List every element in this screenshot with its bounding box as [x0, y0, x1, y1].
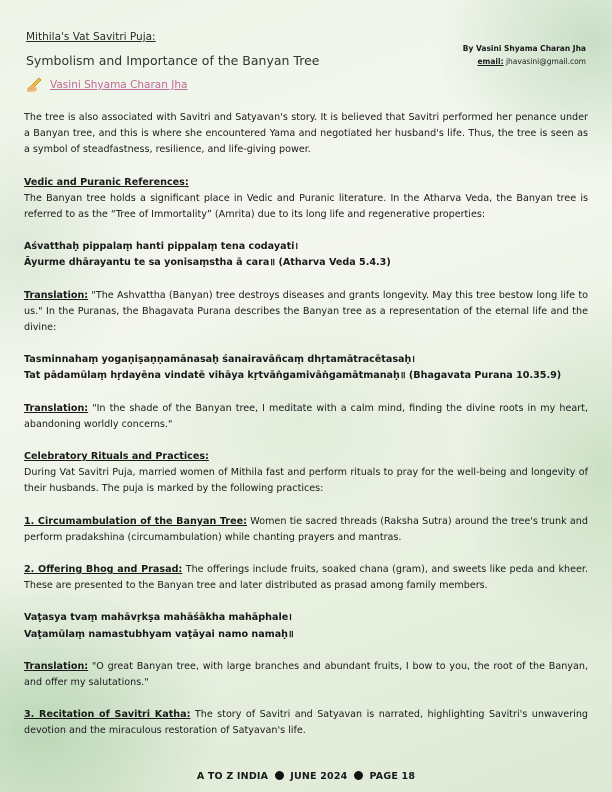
email-label: email: — [477, 57, 504, 66]
translation-3 — [24, 659, 588, 691]
verse-line: Āyurme dhārayantu te sa yonisaṃstha ā cara॥ (Atharva Veda 5.4.3) — [24, 257, 391, 269]
ritual-item-text: The offerings include fruits, soaked chana (gram), and sweets like peda and kheer. These are presented to the Banyan tree and later distributed as prasad among family members. — [24, 564, 588, 592]
translation-label: Translation: — [24, 660, 89, 672]
translation-label: Translation: — [24, 289, 89, 301]
black-circle-icon — [354, 771, 363, 780]
verse-line: Tasminnahaṃ yogaṇiṣaṇṇamānasaḥ śanairavāñcaṃ dhṛtamātracētasaḥ। — [24, 354, 415, 366]
footer-magazine: A TO Z INDIA — [196, 771, 269, 782]
verse-line: Tat pādamūlaṃ hṛdayēna vindatē vihāya kṛtvāṅgamivāṅgamātmanaḥ॥ (Bhagavata Purana 10.35.9) — [24, 370, 562, 382]
heading-rituals: Celebratory Rituals and Practices: — [24, 451, 209, 463]
verse-vata — [24, 610, 588, 642]
page-footer — [0, 771, 612, 782]
verse-line: Aśvatthaḥ pippalaṃ hanti pippalaṃ tena codayati। — [24, 241, 299, 253]
ritual-item-text: Women tie sacred threads (Raksha Sutra) around the tree's trunk and perform pradakshina (circumambulation) while chanting prayers and mantras. — [24, 515, 588, 543]
article-title: Symbolism and Importance of the Banyan Tree — [26, 53, 320, 68]
section-rituals — [24, 449, 588, 498]
ritual-item-3 — [24, 707, 588, 739]
verse-bhagavata — [24, 352, 588, 384]
ritual-item-label: 1. Circumambulation of the Banyan Tree: — [24, 515, 247, 527]
footer-page: PAGE 18 — [369, 771, 416, 782]
writing-hand-icon — [26, 77, 44, 93]
black-circle-icon — [275, 771, 284, 780]
ritual-item-text: The story of Savitri and Satyavan is narrated, highlighting Savitri's unwavering devotion and the miraculous restoration of Satyavan's life. — [24, 709, 588, 737]
translation-text: "O great Banyan tree, with large branches and abundant fruits, I bow to you, the root of the Banyan, and offer my salutations." — [24, 660, 588, 689]
translation-label: Translation: — [24, 402, 89, 414]
article-kicker: Mithila's Vat Savitri Puja: — [26, 31, 156, 43]
article-body — [24, 110, 588, 740]
ritual-item-1 — [24, 514, 588, 546]
translation-text: "The Ashvattha (Banyan) tree destroys diseases and grants longevity. May this tree bestow long life to us." In the Puranas, the Bhagavata Purana describes the Banyan tree as a representation of the eternal life and the divine: — [24, 289, 588, 334]
author-link[interactable]: Vasini Shyama Charan Jha — [50, 79, 188, 91]
verse-line: Vaṭasya tvaṃ mahāvṛkṣa mahāśākha mahāphale। — [24, 612, 292, 624]
footer-issue: JUNE 2024 — [290, 771, 348, 782]
article-header — [26, 31, 366, 93]
byline: By Vasini Shyama Charan Jha — [462, 44, 586, 53]
paragraph-intro: The tree is also associated with Savitri and Satyavan's story. It is believed that Savitri performed her penance under a Banyan tree, and this is where she encountered Yama and negotiated her husband's life. Thus, the tree is seen as a symbol of steadfastness, resilience, and life-giving power. — [24, 112, 588, 156]
translation-1 — [24, 288, 588, 337]
section-vedic — [24, 175, 588, 224]
rituals-text: During Vat Savitri Puja, married women of Mithila fast and perform rituals to pray for the well-being and longevity of their husbands. The puja is marked by the following practices: — [24, 467, 588, 495]
ritual-item-2 — [24, 562, 588, 594]
email-line — [463, 55, 586, 68]
email-address[interactable]: jhavasini@gmail.com — [503, 57, 586, 66]
vedic-text: The Banyan tree holds a significant place in Vedic and Puranic literature. In the Atharva Veda, the Banyan tree is referred to as the “Tree of Immortality” (Amrita) due to its long life and regenerative properties: — [24, 192, 588, 221]
byline-block — [463, 42, 586, 68]
ritual-item-label: 2. Offering Bhog and Prasad: — [24, 564, 183, 576]
author-line — [26, 77, 366, 93]
heading-vedic: Vedic and Puranic References: — [24, 176, 189, 188]
ritual-item-label: 3. Recitation of Savitri Katha: — [24, 709, 191, 721]
translation-2 — [24, 401, 588, 433]
translation-text: "In the shade of the Banyan tree, I meditate with a calm mind, finding the divine roots in my heart, abandoning worldly concerns." — [24, 402, 588, 430]
verse-line: Vaṭamūlaṃ namastubhyam vaṭāyai namo namaḥ॥ — [24, 628, 294, 640]
verse-atharva — [24, 239, 588, 271]
